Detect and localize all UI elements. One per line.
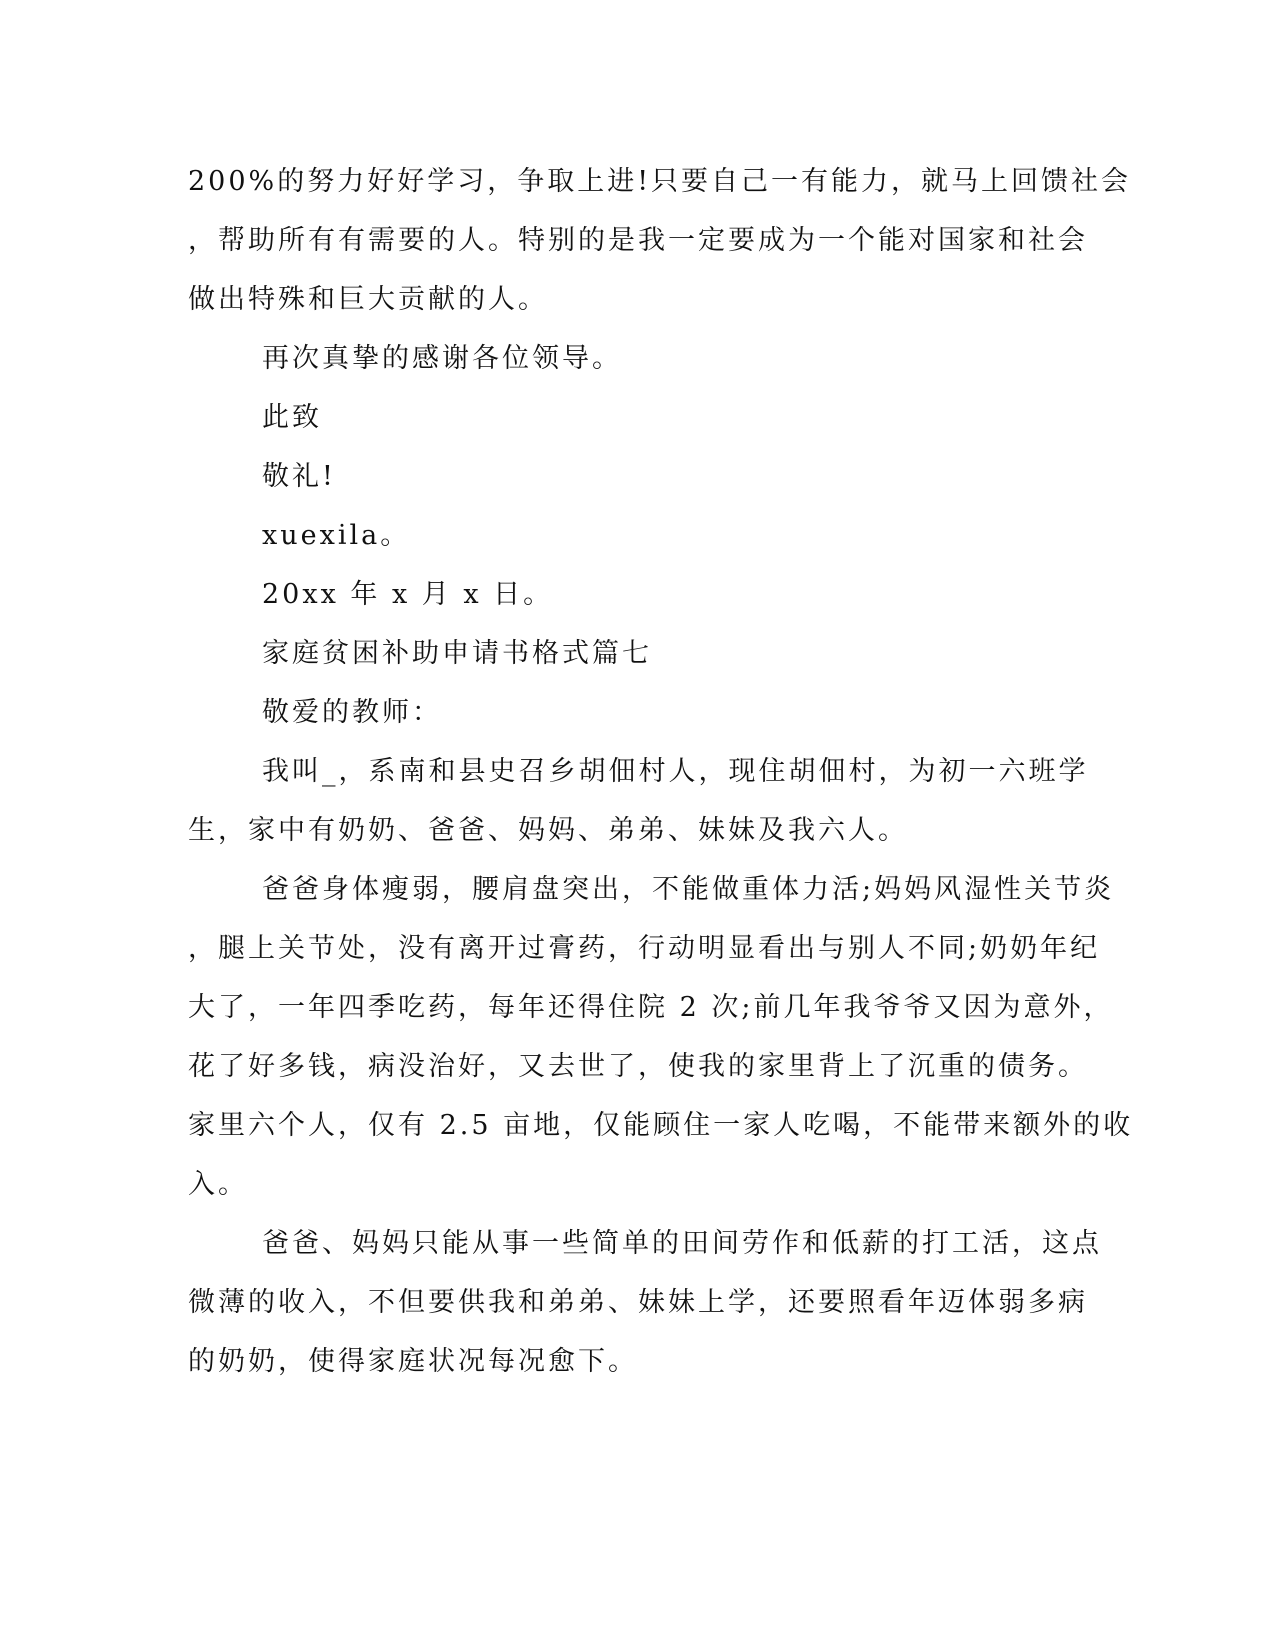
text-line: 花了好多钱，病没治好，又去世了，使我的家里背上了沉重的债务。 xyxy=(188,1051,1088,1082)
text-line: xuexila。 xyxy=(262,520,411,551)
text-line: 的奶奶，使得家庭状况每况愈下。 xyxy=(188,1346,638,1377)
text-line: 生，家中有奶奶、爸爸、妈妈、弟弟、妹妹及我六人。 xyxy=(188,815,908,846)
text-line: 做出特殊和巨大贡献的人。 xyxy=(188,284,548,315)
text-line: 家里六个人，仅有 2.5 亩地，仅能顾住一家人吃喝，不能带来额外的收 xyxy=(188,1110,1134,1141)
text-line: 我叫_，系南和县史召乡胡佃村人，现住胡佃村，为初一六班学 xyxy=(262,756,1089,787)
text-line: ，帮助所有有需要的人。特别的是我一定要成为一个能对国家和社会 xyxy=(188,225,1088,256)
salutation: 敬爱的教师： xyxy=(262,697,442,728)
section-heading: 家庭贫困补助申请书格式篇七 xyxy=(262,638,652,669)
text-line: 爸爸、妈妈只能从事一些简单的田间劳作和低薪的打工活，这点 xyxy=(262,1228,1102,1259)
text-line: 再次真挚的感谢各位领导。 xyxy=(262,343,622,374)
text-line: 敬礼! xyxy=(262,461,336,492)
text-line: 入。 xyxy=(188,1169,248,1200)
text-line: ，腿上关节处，没有离开过膏药，行动明显看出与别人不同;奶奶年纪 xyxy=(188,933,1101,964)
text-line: 200%的努力好好学习，争取上进!只要自己一有能力，就马上回馈社会 xyxy=(188,166,1132,197)
text-line: 爸爸身体瘦弱，腰肩盘突出，不能做重体力活;妈妈风湿性关节炎 xyxy=(262,874,1115,905)
text-line: 微薄的收入，不但要供我和弟弟、妹妹上学，还要照看年迈体弱多病 xyxy=(188,1287,1088,1318)
text-line: 此致 xyxy=(262,402,322,433)
text-line: 20xx 年 x 月 x 日。 xyxy=(262,579,554,610)
text-line: 大了，一年四季吃药，每年还得住院 2 次;前几年我爷爷又因为意外， xyxy=(188,992,1114,1023)
